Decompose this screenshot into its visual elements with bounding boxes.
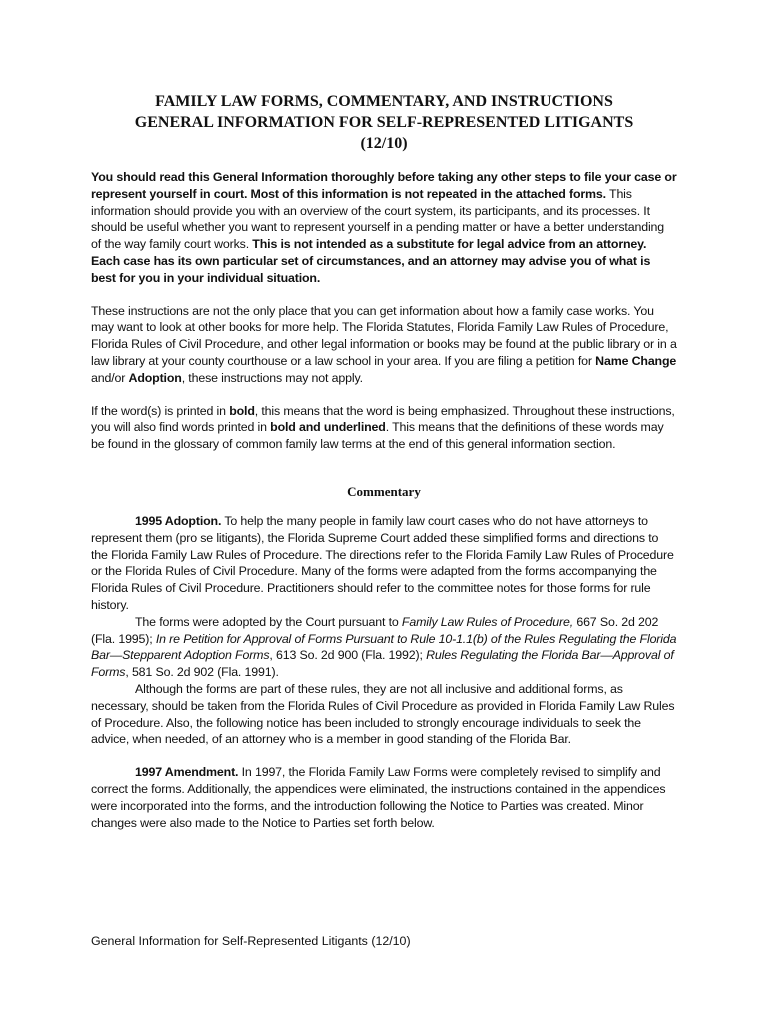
citations-text-c: , 613 So. 2d 900 (Fla. 1992); [269, 648, 427, 663]
citations-text-a: The forms were adopted by the Court pursuant to [135, 614, 402, 629]
intro-sentence-2: This information should provide you with an overview of the court system, its participants, and its processes. It should be useful whether you want to represent yourself in a pending matter or have a better understanding of the way family court works. [91, 186, 665, 252]
adoption-1995-label: 1995 Adoption. [135, 513, 222, 528]
bold-note-text-c: . This means that the definitions of these words may be found in the glossary of common family law terms at the end of this general information section. [91, 420, 664, 452]
document-title [91, 91, 677, 154]
instructions-paragraph [91, 303, 677, 387]
amendment-1997-text: In 1997, the Florida Family Law Forms were completely revised to simplify and correct the forms. Additionally, the appendices were eliminated, the instructions contained in the appendices were incorporated into the forms, and the introduction following the Notice to Parties was created. Minor changes were also made to the Notice to Parties set forth below. [91, 765, 666, 830]
citations-text-b: 667 So. 2d 202 (Fla. 1995); [91, 614, 659, 646]
adoption-1995-paragraph [91, 513, 677, 614]
intro-paragraph [91, 169, 677, 287]
intro-sentence-1: You should read this General Information thoroughly before taking any other steps to file your case or represent yourself in court. Most of this information is not repeated in the attached forms. [91, 170, 677, 201]
title-line-2: GENERAL INFORMATION FOR SELF-REPRESENTED LITIGANTS [134, 114, 634, 131]
instructions-text: These instructions are not the only place that you can get information about how a family case works. You may want to look at other books for more help. The Florida Statutes, Florida Family Law Rules of Procedure, Florida Rules of Civil Procedure, and other legal information or books may be found at the public library or in a law library at your county courthouse or a law school in your area. If you are filing a petition for [91, 303, 677, 368]
intro-sentence-3: This is not intended as a substitute for legal advice from an attorney. Each case has its own particular set of circumstances, and an attorney may advise you of what is best for you in your individual situation. [91, 237, 651, 285]
title-line-3: (12/10) [360, 135, 408, 152]
bold-term: bold [229, 403, 255, 418]
commentary-heading: Commentary [347, 483, 421, 499]
amendment-1997-paragraph [91, 764, 677, 831]
name-change-term: Name Change [595, 353, 677, 368]
title-line-1: FAMILY LAW FORMS, COMMENTARY, AND INSTRUCTIONS [155, 93, 613, 110]
citation-2: In re Petition for Approval of Forms Pursuant to Rule 10-1.1(b) of the Rules Regulating the Florida Bar—Stepparent Adoption Forms [91, 631, 677, 663]
page-footer: General Information for Self-Represented Litigants (12/10) [91, 934, 411, 948]
bold-note-text-a: If the word(s) is printed in [91, 403, 230, 418]
bold-note-text-b: , this means that the word is being emphasized. Throughout these instructions, you will also find words printed in [91, 403, 675, 435]
amendment-1997-label: 1997 Amendment. [135, 765, 239, 780]
instructions-tail: , these instructions may not apply. [181, 370, 363, 385]
citations-text-d: , 581 So. 2d 902 (Fla. 1991). [125, 665, 279, 680]
bold-underlined-term: bold and underlined [270, 420, 386, 435]
notice-paragraph: Although the forms are part of these rules, they are not all inclusive and additional forms, as necessary, should be taken from the Florida Rules of Civil Procedure as provided in Florida Family Law Rules of Procedure. Also, the following notice has been included to strongly encourage individuals to seek the advice, when needed, of an attorney who is a member in good standing of the Florida Bar. [91, 681, 675, 747]
instructions-connector: and/or [91, 370, 129, 385]
bold-note-paragraph [91, 403, 677, 453]
citation-3: Rules Regulating the Florida Bar—Approval of Forms [91, 648, 674, 680]
adoption-1995-text: To help the many people in family law court cases who do not have attorneys to represent them (pro se litigants), the Florida Supreme Court added these simplified forms and directions to the Florida Family Law Rules of Procedure. The directions refer to the Florida Family Law Rules of Procedure or the Florida Rules of Civil Procedure. Many of the forms were adapted from the forms accompanying the Florida Rules of Civil Procedure. Practitioners should refer to the committee notes for those forms for rule history. [91, 513, 674, 612]
citation-1: Family Law Rules of Procedure, [401, 614, 574, 629]
adoption-term: Adoption [128, 370, 182, 385]
citations-paragraph [91, 614, 677, 681]
